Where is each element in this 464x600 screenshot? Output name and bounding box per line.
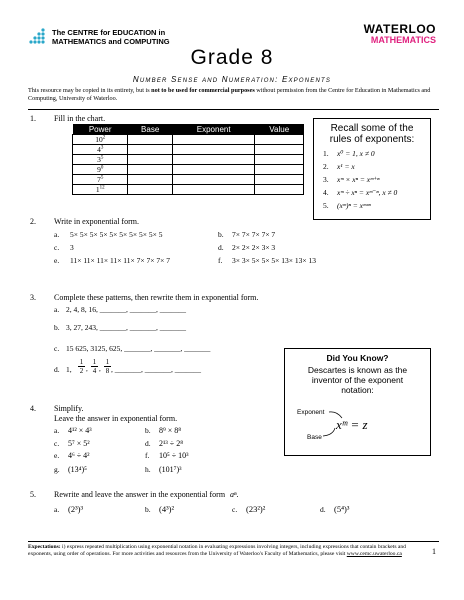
chart-row (73, 185, 304, 195)
base-cell[interactable] (128, 155, 173, 165)
exponent-cell[interactable] (172, 185, 255, 195)
q3-prompt: Complete these patterns, then rewrite them in exponential form. (54, 293, 259, 302)
chart-row (73, 145, 304, 155)
waterloo-logo (364, 24, 436, 46)
did-you-know-box (284, 348, 431, 456)
power-exponent: 2 (102, 135, 106, 141)
power-base: 9 (97, 165, 101, 174)
q2-label: c. (54, 243, 60, 252)
rule-item (323, 160, 430, 173)
exponent-cell[interactable] (172, 145, 255, 155)
fraction-quarter (91, 358, 98, 375)
page-title: Grade 8 (190, 46, 274, 69)
footer-expectations (28, 544, 423, 558)
q4-expression: 4¹² × 4³ (68, 426, 92, 435)
notice-bold: not to be used for commercial purposes (151, 87, 255, 94)
exponent-cell[interactable] (172, 135, 255, 145)
q2-label: a. (54, 230, 60, 239)
waterloo-wordmark: WATERLOO (363, 22, 436, 36)
rule-text: xᵐ ÷ xⁿ = xᵐ⁻ⁿ, x ≠ 0 (337, 188, 398, 197)
frac-den-1: 2 (79, 367, 84, 375)
value-cell[interactable] (255, 175, 304, 185)
col-exponent: Exponent (172, 124, 255, 135)
q5-label: a. (54, 505, 60, 514)
rule-number: 3. (323, 175, 329, 184)
q4-label: e. (54, 451, 60, 460)
exponent-rules-box (313, 118, 431, 220)
q4-expression: (101⁷)³ (159, 465, 182, 474)
col-value: Value (255, 124, 304, 135)
frac-num-2: 1 (92, 358, 97, 366)
rule-number: 5. (323, 201, 329, 210)
dyk-line-3: notation: (341, 385, 374, 395)
q2-label: b. (218, 230, 224, 239)
exponent-cell[interactable] (172, 165, 255, 175)
frac-num-1: 1 (79, 358, 84, 366)
fraction-half (78, 358, 85, 375)
power-exponent: 5 (100, 155, 104, 161)
dyk-line-2: inventor of the exponent (311, 375, 404, 385)
pointer-arrows-icon (285, 349, 430, 455)
rule-item (323, 186, 430, 199)
q5-prompt-text: Rewrite and leave the answer in the exponential form (54, 490, 226, 499)
power-cell (73, 155, 128, 165)
page-number: 1 (432, 547, 436, 556)
q4-prompt-2: Leave the answer in exponential form. (54, 414, 178, 423)
chart-row (73, 175, 304, 185)
power-base: 3 (97, 155, 101, 164)
value-cell[interactable] (255, 185, 304, 195)
descartes-formula: xᵐ = z (336, 417, 368, 432)
rules-heading-2: rules of exponents: (329, 134, 415, 145)
expectations-text: i) express repeated multiplication using exponential notation in evaluating expressions involving integers, including expressions that contain brackets and exponents, using order of operations. For more activities and resources from the University of Waterloo's Faculty of Mathematics, please visit (28, 544, 406, 557)
q5-label: d. (320, 505, 326, 514)
base-label: Base (307, 434, 322, 441)
power-cell (73, 145, 128, 155)
org-line-1: The CENTRE for EDUCATION in (52, 28, 166, 37)
power-base: 7 (97, 175, 101, 184)
power-cell (73, 175, 128, 185)
q3-label-b: b. (54, 323, 60, 332)
q1-prompt: Fill in the chart. (54, 114, 106, 123)
comma-1: , (86, 365, 88, 373)
copyright-notice (28, 87, 440, 102)
rule-text: x⁰ = 1, x ≠ 0 (337, 149, 375, 158)
q3-item-d: , _______, _______, _______ (111, 365, 201, 374)
q3-label-a: a. (54, 305, 60, 314)
frac-num-3: 1 (105, 358, 110, 366)
rule-text: xᵐ × xⁿ = xᵐ⁺ⁿ (337, 175, 380, 184)
notice-text-a: This resource may be copied in its entirety, but is (28, 87, 152, 94)
q4-label: f. (145, 451, 150, 460)
q5-form: aⁿ. (230, 490, 239, 499)
page-subtitle: Number Sense and Numeration: Exponents (132, 75, 332, 84)
value-cell[interactable] (255, 145, 304, 155)
chart-row (73, 155, 304, 165)
q2-expression: 3 (70, 243, 74, 252)
power-base: 1 (95, 185, 100, 194)
q2-label: e. (54, 256, 60, 265)
rule-item (323, 173, 430, 186)
base-cell[interactable] (128, 175, 173, 185)
power-exponent: 12 (99, 185, 105, 191)
power-cell (73, 185, 128, 195)
power-cell (73, 135, 128, 145)
rule-text: x¹ = x (337, 162, 355, 171)
q4-label: a. (54, 426, 60, 435)
fraction-eighth (104, 358, 111, 375)
rule-number: 4. (323, 188, 329, 197)
rule-text: (xᵐ)ⁿ = xᵐˣⁿ (337, 201, 371, 210)
comma-2: , (99, 365, 101, 373)
q2-expression: 3× 3× 5× 5× 5× 13× 13× 13 (232, 256, 316, 265)
q3-item-a: 2, 4, 8, 16, _______, _______, _______ (66, 305, 186, 314)
col-power: Power (73, 124, 128, 135)
q4-expression: 2¹³ ÷ 2⁸ (159, 439, 183, 448)
q3-item-c: 15 625, 3125, 625, _______, _______, _______ (66, 344, 211, 353)
base-cell[interactable] (128, 145, 173, 155)
q5-expression: (23²)² (246, 504, 266, 514)
dyk-line-1: Descartes is known as the (307, 365, 408, 375)
base-cell[interactable] (128, 165, 173, 175)
footer-divider (28, 541, 439, 542)
exponent-label: Exponent (297, 409, 325, 416)
notice-text-b: without permission from the Centre for Education in Mathematics and Computing, University of Waterloo. (28, 87, 431, 102)
rules-heading-1: Recall some of the (330, 123, 414, 134)
q2-label: d. (218, 243, 224, 252)
q4-expression: 4⁶ ÷ 4² (68, 451, 90, 460)
expectations-label: Expectations: (28, 544, 61, 550)
q3-label-d: d. (54, 365, 60, 374)
chart-row (73, 135, 304, 145)
power-base: 4 (97, 145, 101, 154)
chart-row (73, 165, 304, 175)
q2-expression: 11× 11× 11× 11× 11× 7× 7× 7× 7 (70, 256, 170, 265)
q2-expression: 2× 2× 2× 3× 3 (232, 243, 276, 252)
q5-label: b. (145, 505, 151, 514)
q5-number: 5. (30, 490, 36, 499)
q5-expression: (2³)³ (68, 504, 84, 514)
q4-prompt-1: Simplify. (54, 404, 84, 413)
exponent-cell[interactable] (172, 175, 255, 185)
exponent-cell[interactable] (172, 155, 255, 165)
power-cell (73, 165, 128, 175)
mathematics-wordmark: MATHEMATICS (370, 35, 436, 45)
q4-expression: 10⁵ ÷ 10³ (159, 451, 189, 460)
q2-expression: 5× 5× 5× 5× 5× 5× 5× 5× 5× 5 (70, 230, 163, 239)
rule-item (323, 147, 430, 160)
org-line-2: MATHEMATICS and COMPUTING (52, 37, 170, 46)
q3-item-b: 3, 27, 243, _______, _______, _______ (66, 323, 186, 332)
q5-expression: (4³)² (159, 504, 175, 514)
q4-expression: 5⁷ × 5² (68, 439, 90, 448)
q4-number: 4. (30, 404, 36, 413)
q4-label: c. (54, 439, 60, 448)
q4-label: b. (145, 426, 151, 435)
rule-number: 1. (323, 149, 329, 158)
q2-label: f. (218, 256, 223, 265)
q3-number: 3. (30, 293, 36, 302)
col-base: Base (128, 124, 173, 135)
q2-expression: 7× 7× 7× 7× 7 (232, 230, 276, 239)
q4-label: d. (145, 439, 151, 448)
q4-expression: 8⁹ × 8⁸ (159, 426, 182, 435)
rule-item (323, 199, 430, 212)
q4-label: h. (145, 465, 151, 474)
q5-expression: (5⁴)³ (334, 504, 350, 514)
divider (28, 109, 439, 110)
power-chart (72, 124, 304, 195)
org-name (52, 28, 170, 46)
dyk-title: Did You Know? (326, 353, 389, 363)
power-exponent: 3 (100, 145, 104, 151)
base-cell[interactable] (128, 135, 173, 145)
rule-number: 2. (323, 162, 329, 171)
cemc-logo-icon (28, 27, 46, 45)
q1-number: 1. (30, 114, 36, 123)
q3-frac-lead: 1, (66, 365, 72, 374)
value-cell[interactable] (255, 165, 304, 175)
q5-label: c. (232, 505, 238, 514)
power-exponent: 0 (100, 165, 104, 171)
q4-label: g. (54, 465, 60, 474)
frac-den-2: 4 (92, 367, 97, 375)
power-base: 10 (95, 135, 103, 144)
frac-den-3: 8 (105, 367, 110, 375)
value-cell[interactable] (255, 155, 304, 165)
q4-expression: (13⁴)⁵ (68, 465, 87, 474)
q5-prompt (54, 490, 239, 499)
value-cell[interactable] (255, 135, 304, 145)
cemc-link[interactable]: www.cemc.uwaterloo.ca (346, 550, 402, 557)
q2-prompt: Write in exponential form. (54, 217, 139, 226)
rules-list (323, 147, 430, 212)
q2-number: 2. (30, 217, 36, 226)
power-exponent: 5 (100, 175, 104, 181)
q3-label-c: c. (54, 344, 60, 353)
base-cell[interactable] (128, 185, 173, 195)
